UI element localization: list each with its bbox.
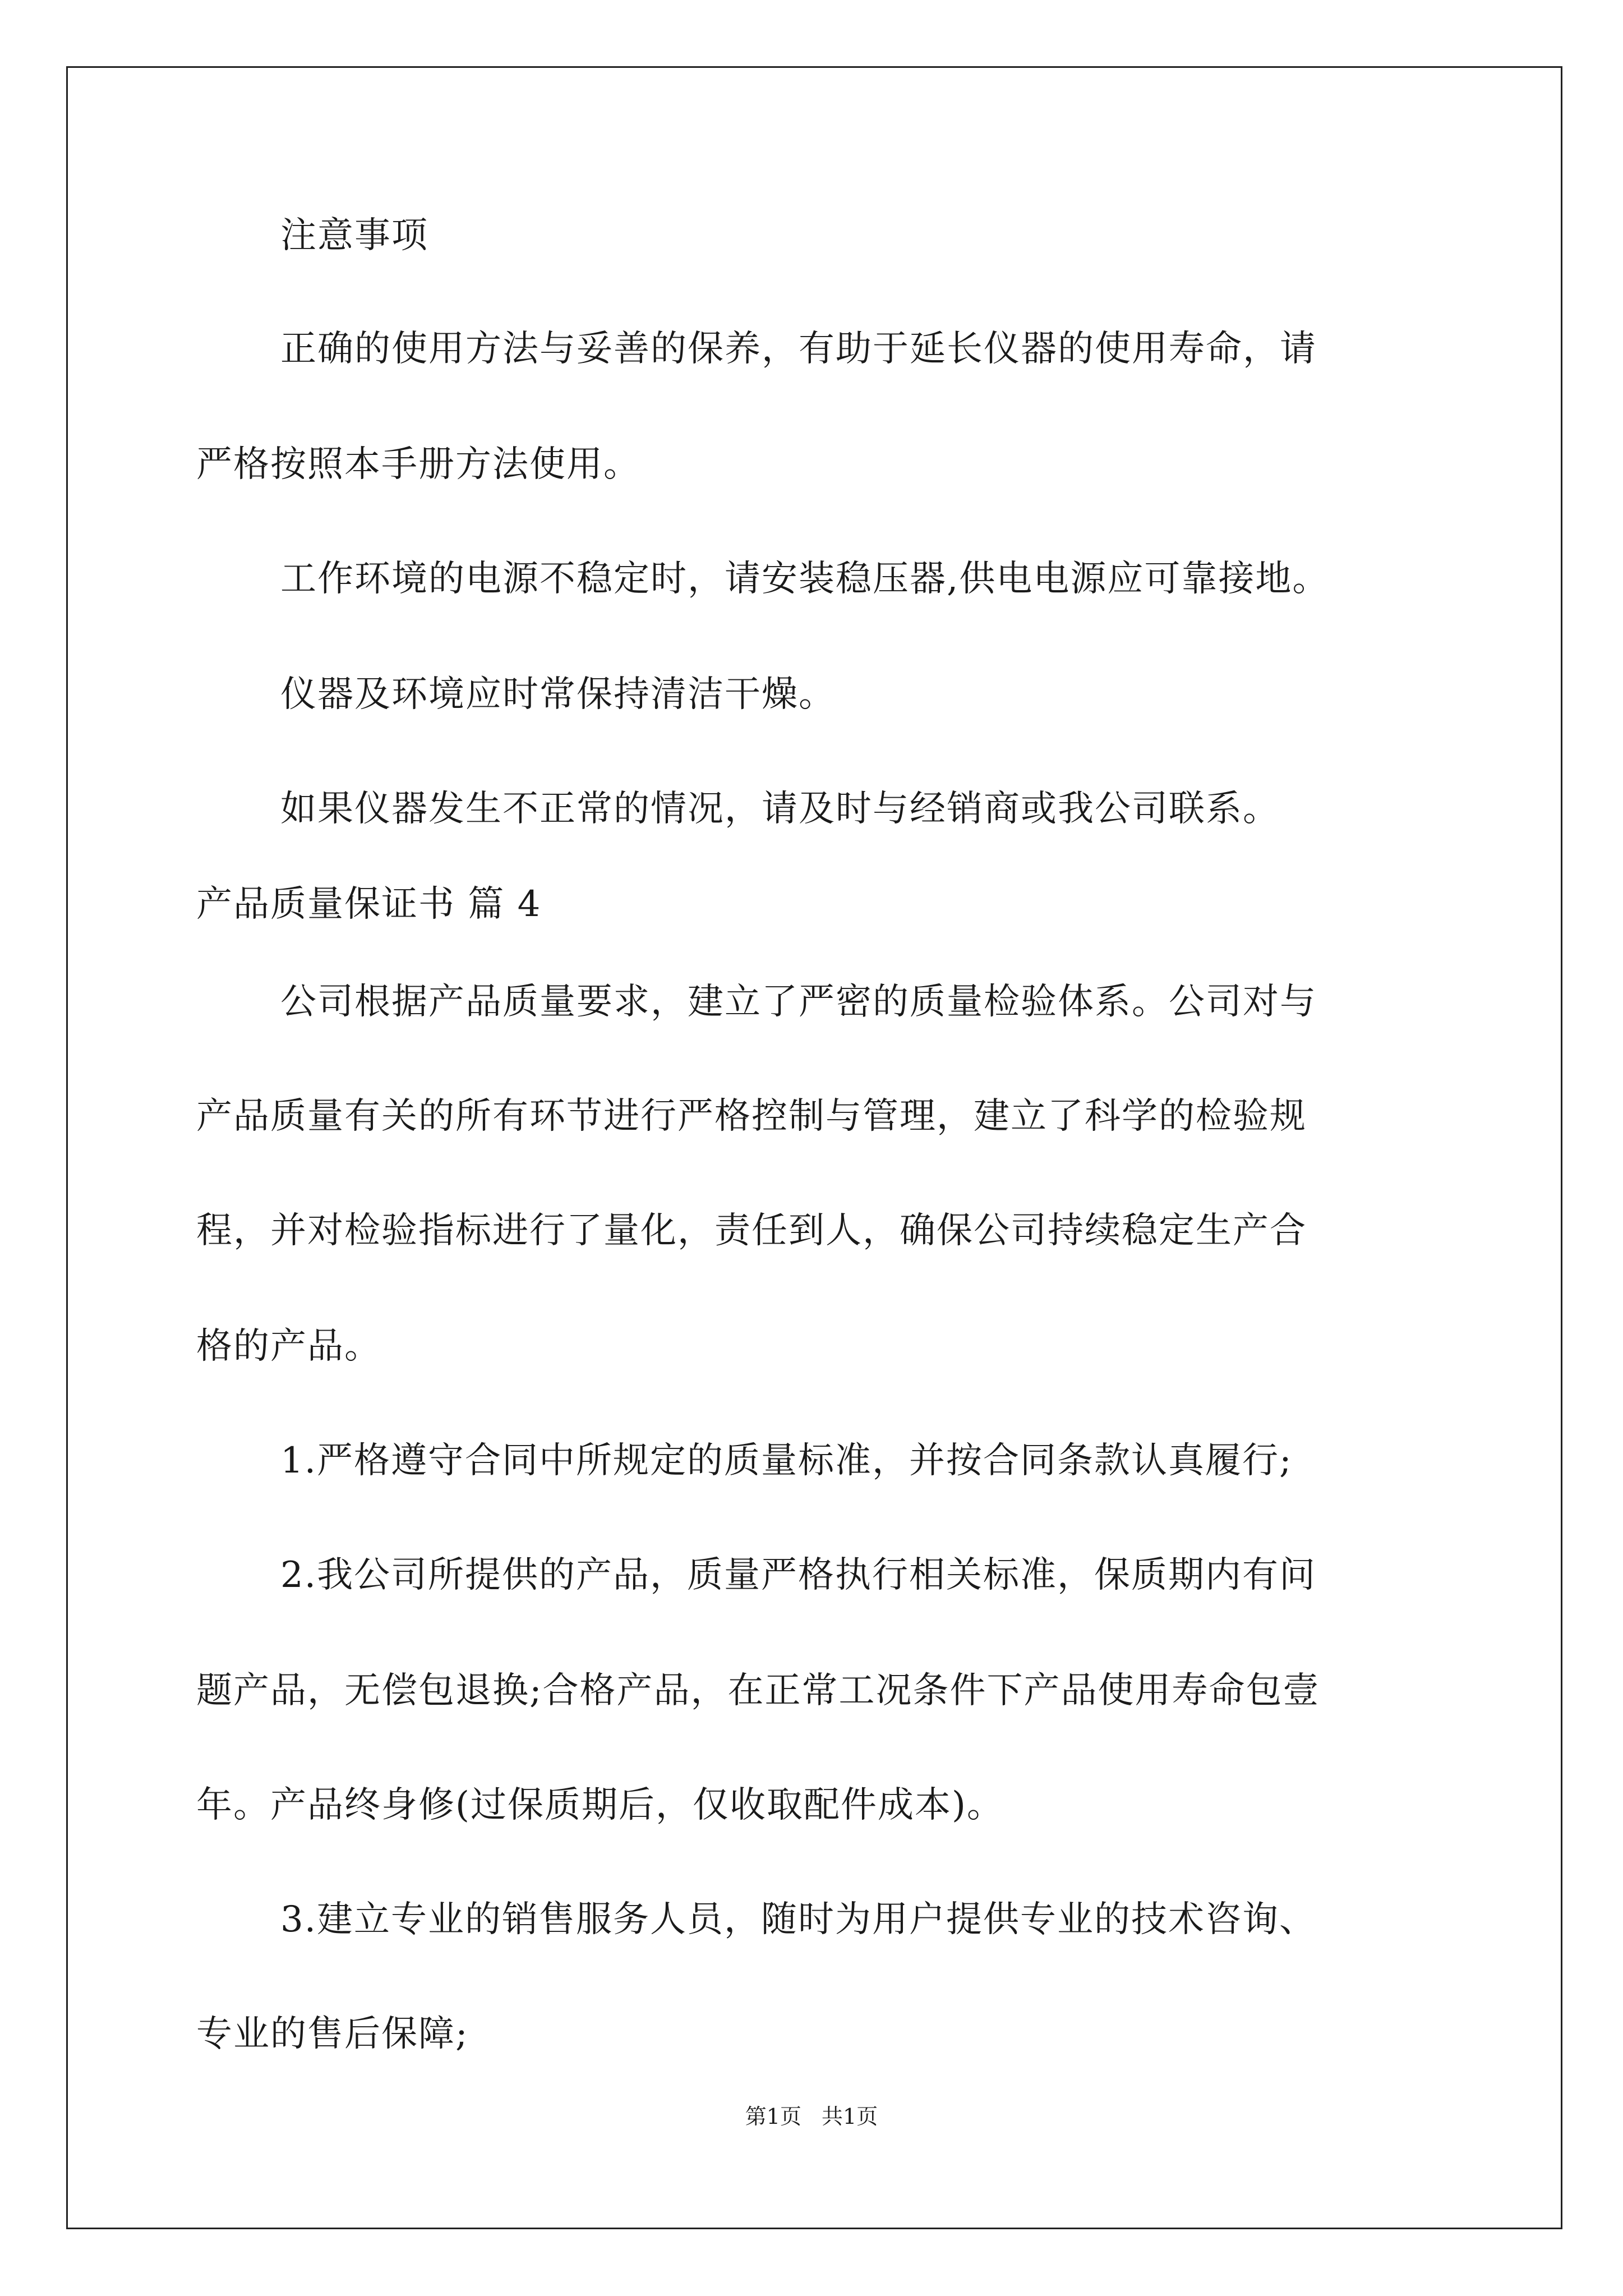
section-heading-notes: 注意事项 — [280, 215, 428, 256]
list-item: 2.我公司所提供的产品，质量严格执行相关标准，保质期内有问 — [280, 1554, 1317, 1596]
list-item: 3.建立专业的销售服务人员，随时为用户提供专业的技术咨询、 — [280, 1899, 1317, 1940]
page-total: 共1页 — [822, 2104, 878, 2129]
paragraph-line: 公司根据产品质量要求，建立了严密的质量检验体系。公司对与 — [280, 981, 1317, 1023]
paragraph-line: 专业的售后保障; — [196, 2013, 469, 2055]
paragraph-line: 产品质量有关的所有环节进行严格控制与管理，建立了科学的检验规 — [196, 1096, 1307, 1137]
paragraph-line: 仪器及环境应时常保持清洁干燥。 — [280, 674, 836, 715]
list-item: 1.严格遵守合同中所规定的质量标准，并按合同条款认真履行; — [280, 1440, 1293, 1481]
paragraph-line: 严格按照本手册方法使用。 — [196, 444, 640, 485]
paragraph-line: 题产品，无偿包退换;合格产品，在正常工况条件下产品使用寿命包壹 — [196, 1670, 1320, 1711]
page-number: 第1页 — [745, 2104, 801, 2129]
paragraph-line: 程，并对检验指标进行了量化，责任到人，确保公司持续稳定生产合 — [196, 1210, 1307, 1251]
paragraph-line: 格的产品。 — [196, 1326, 381, 1367]
paragraph-line: 年。产品终身修(过保质期后，仅收取配件成本)。 — [196, 1784, 1004, 1826]
paragraph-line: 正确的使用方法与妥善的保养，有助于延长仪器的使用寿命，请 — [280, 328, 1317, 370]
paragraph-line: 如果仪器发生不正常的情况，请及时与经销商或我公司联系。 — [280, 788, 1280, 830]
paragraph-line: 工作环境的电源不稳定时，请安装稳压器,供电电源应可靠接地。 — [280, 558, 1330, 600]
section-heading-chapter: 产品质量保证书 篇 4 — [196, 884, 542, 925]
page-footer — [0, 2102, 1623, 2131]
